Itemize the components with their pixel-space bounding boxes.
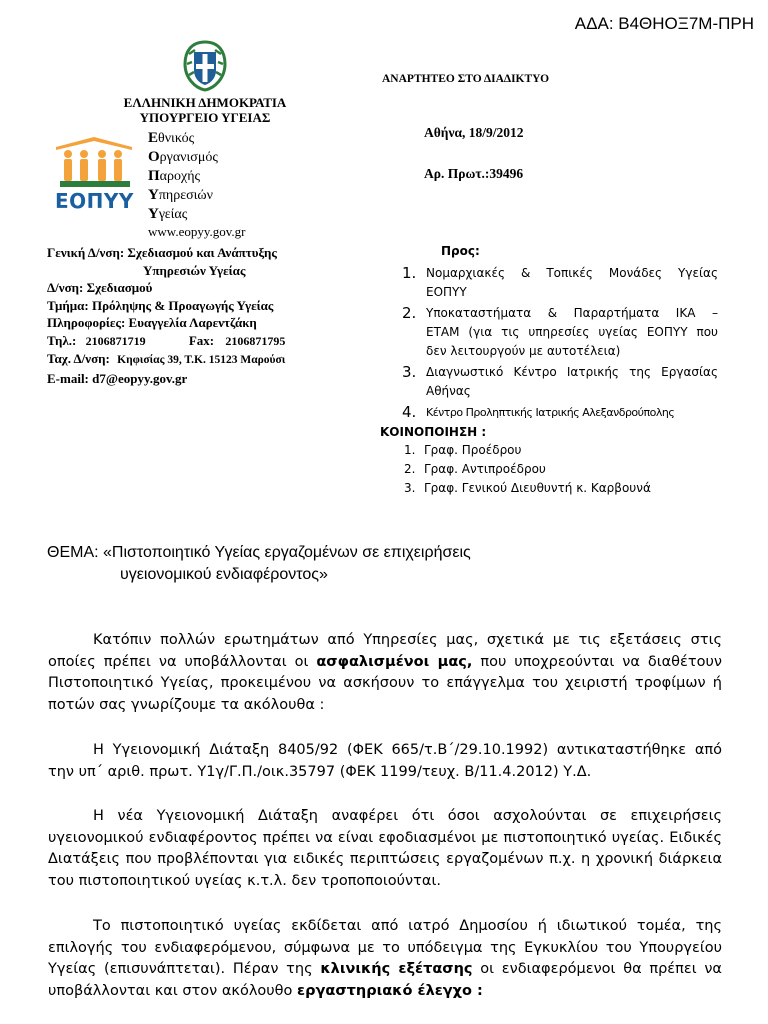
directorate: Δ/νση: Σχεδιασμού (47, 280, 153, 295)
posted-online-label: ΑΝΑΡΤΗΤΕΟ ΣΤΟ ΔΙΑΔΙΚΤΥΟ (382, 73, 550, 85)
cc-label: ΚΟΙΝΟΠΟΙΗΣΗ : (380, 425, 487, 439)
recipient-list (402, 264, 718, 423)
paragraph-2: Η Υγειονομική Διάταξη 8405/92 (ΦΕΚ 665/τ.Β΄/29.10.1992) αντικαταστήθηκε από την υπ΄ αριθ. πρωτ. Υ1γ/Γ.Π./οικ.35797 (ΦΕΚ 1199/τευχ. Β/11.4.2012) Υ.Δ. (48, 742, 722, 780)
eopyy-logo (52, 135, 136, 215)
website-link[interactable]: www.eopyy.gov.gr (148, 224, 246, 239)
org-line: Παροχής (148, 168, 201, 184)
general-directorate-cont: Υπηρεσιών Υγείας (143, 262, 246, 278)
org-name (148, 129, 218, 224)
date: Αθήνα, 18/9/2012 (424, 125, 524, 140)
greek-emblem-icon (181, 40, 229, 92)
protocol-number: Αρ. Πρωτ.:39496 (424, 166, 524, 181)
org-line: Εθνικός (148, 130, 195, 146)
org-line: Υπηρεσιών (148, 187, 213, 203)
ministry-heading: ΥΠΟΥΡΓΕΙΟ ΥΓΕΙΑΣ (139, 110, 271, 125)
list-item: 1. Νομαρχιακές & Τοπικές Μονάδες Υγείας ΕΟΠΥΥ (402, 264, 718, 299)
phone-fax: Τηλ.: 2106871719 Fax: 2106871795 (47, 332, 286, 348)
general-directorate: Γενική Δ/νση: Σχεδιασμού και Ανάπτυξης (47, 245, 277, 260)
to-label: Προς: (441, 244, 480, 258)
department: Τμήμα: Πρόληψης & Προαγωγής Υγείας (47, 297, 274, 313)
subject-line-2: υγειονομικού ενδιαφέροντος» (120, 566, 328, 583)
list-item: 3. Διαγνωστικό Κέντρο Ιατρικής της Εργασίας Αθήνας (402, 363, 718, 398)
sender-info (47, 244, 285, 387)
list-item: 1. Γραφ. Προέδρου (404, 443, 522, 457)
paragraph-4: Το πιστοποιητικό υγείας εκδίδεται από ιατρό Δημοσίου ή ιδιωτικού τομέα, της επιλογής του ενδιαφερόμενου, σύμφωνα με το υπόδειγμα της Εγκυκλίου του Υπουργείου Υγείας (επισυνάπτεται). Πέραν της κλινικής εξέτασης οι ενδιαφερόμενοι θα πρέπει να υποβάλλονται και στον ακόλουθο εργαστηριακό έλεγχο : (48, 918, 722, 999)
paragraph-1: Κατόπιν πολλών ερωτημάτων από Υπηρεσίες μας, σχετικά με τις εξετάσεις στις οποίες πρέπει να υποβάλλονται οι ασφαλισμένοι μας, που υποχρεούνται να διαθέτουν Πιστοποιητικό Υγείας, προκειμένου να ασκήσουν το επάγγελμα του χειριστή τροφίμων ή ποτών σας γνωρίζουμε τα ακόλουθα : (48, 632, 722, 713)
list-item: 4. Κέντρο Προληπτικής Ιατρικής Αλεξανδρούπολης (402, 403, 675, 421)
ada-code: ΑΔΑ: Β4ΘΗΟΞ7Μ-ΠΡΗ (574, 14, 754, 33)
paragraph-3: Η νέα Υγειονομική Διάταξη αναφέρει ότι όσοι ασχολούνται σε επιχειρήσεις υγειονομικού ενδιαφέροντος πρέπει να είναι εφοδιασμένοι με πιστοποιητικό υγείας. Ειδικές Διατάξεις που προβλέπονται για ειδικές περιπτώσεις εργαζομένων π.χ. η χρονική διάρκεια του πιστοποιητικού υγείας κ.τ.λ. δεν τροποποιούνται. (48, 808, 722, 889)
list-item: 2. Υποκαταστήματα & Παραρτήματα ΙΚΑ – ΕΤΑΜ (για τις υπηρεσίες υγείας ΕΟΠΥΥ που δεν λειτουργούν με αυτοτέλεια) (402, 304, 718, 358)
eopyy-logo-text: ΕΟΠΥΥ (55, 189, 134, 213)
cc-list (404, 441, 651, 498)
eopyy-people-icon (52, 135, 136, 189)
org-line: Οργανισμός (148, 149, 218, 165)
postal-address: Ταχ. Δ/νση: Κηφισίας 39, Τ.Κ. 15123 Μαρούσι (47, 351, 286, 366)
list-item: 3. Γραφ. Γενικού Διευθυντή κ. Καρβουνά (404, 481, 651, 495)
subject-line-1: ΘΕΜΑ: «Πιστοποιητικό Υγείας εργαζομένων σε επιχειρήσεις (47, 544, 471, 561)
contact-person: Πληροφορίες: Ευαγγελία Λαρεντζάκη (47, 315, 257, 330)
org-line: Υγείας (148, 206, 188, 222)
list-item: 2. Γραφ. Αντιπροέδρου (404, 462, 546, 476)
email: E-mail: d7@eopyy.gov.gr (47, 370, 188, 386)
republic-heading: ΕΛΛΗΝΙΚΗ ΔΗΜΟΚΡΑΤΙΑ (123, 95, 287, 110)
